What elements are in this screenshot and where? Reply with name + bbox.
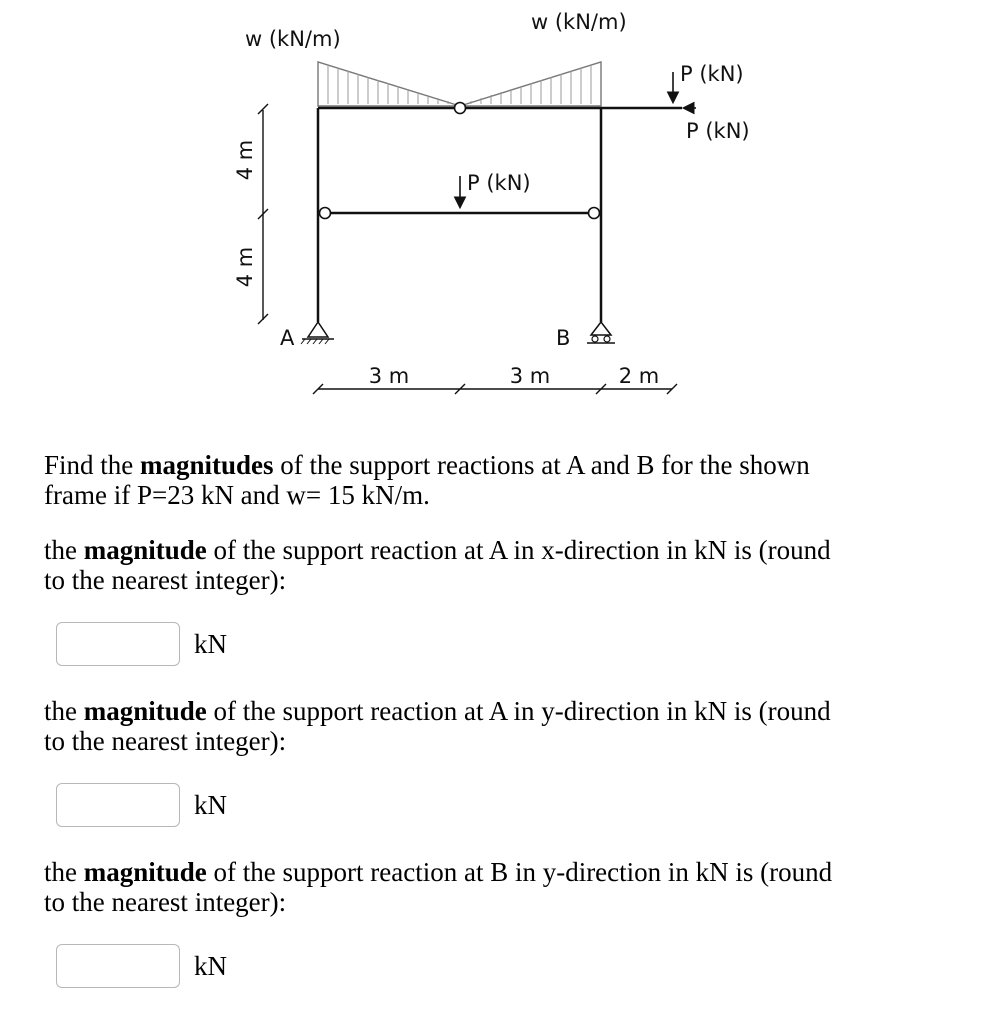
dim-label-upper: 4 m [233,139,257,181]
unit-label: kN [194,628,227,659]
dim-label-span-1: 3 m [368,364,410,388]
dim-label-span-3: 2 m [618,364,660,388]
dim-label-lower: 4 m [233,246,257,288]
question-ax: the magnitude of the support reaction at A in x-direction in kN is (round to the nearest integer): [44,535,831,595]
support-b-roller [587,322,615,343]
answer-row-ax [56,619,227,669]
answer-row-ay [56,780,227,830]
support-label-a: A [280,326,295,350]
force-label-top-vertical: P (kN) [680,62,744,86]
answer-row-by [56,941,227,991]
support-label-b: B [556,326,571,350]
distributed-load-right [460,62,601,106]
unit-label: kN [194,789,227,820]
problem-statement: Find the magnitudes of the support reactions at A and B for the shown frame if P=23 kN and w= 15 kN/m. [44,450,810,510]
top-hinge [455,103,466,114]
distributed-load-left [318,62,460,106]
middle-hinge-right [589,208,600,219]
middle-hinge-left [320,208,331,219]
force-label-top-horizontal: P (kN) [686,119,750,143]
frame-members [318,108,682,322]
unit-label: kN [194,950,227,981]
vertical-dimension-line [258,104,268,324]
answer-input-by[interactable] [56,944,180,988]
frame-diagram [0,0,1004,420]
answer-input-ax[interactable] [56,622,180,666]
answer-input-ay[interactable] [56,783,180,827]
load-label-left: w (kN/m) [245,27,341,51]
support-a-pin [301,322,334,344]
dim-label-span-2: 3 m [509,364,551,388]
question-ay: the magnitude of the support reaction at A in y-direction in kN is (round to the nearest integer): [44,696,831,756]
load-label-right: w (kN/m) [531,10,627,34]
question-by: the magnitude of the support reaction at B in y-direction in kN is (round to the nearest integer): [44,857,833,917]
force-label-middle: P (kN) [467,171,531,195]
